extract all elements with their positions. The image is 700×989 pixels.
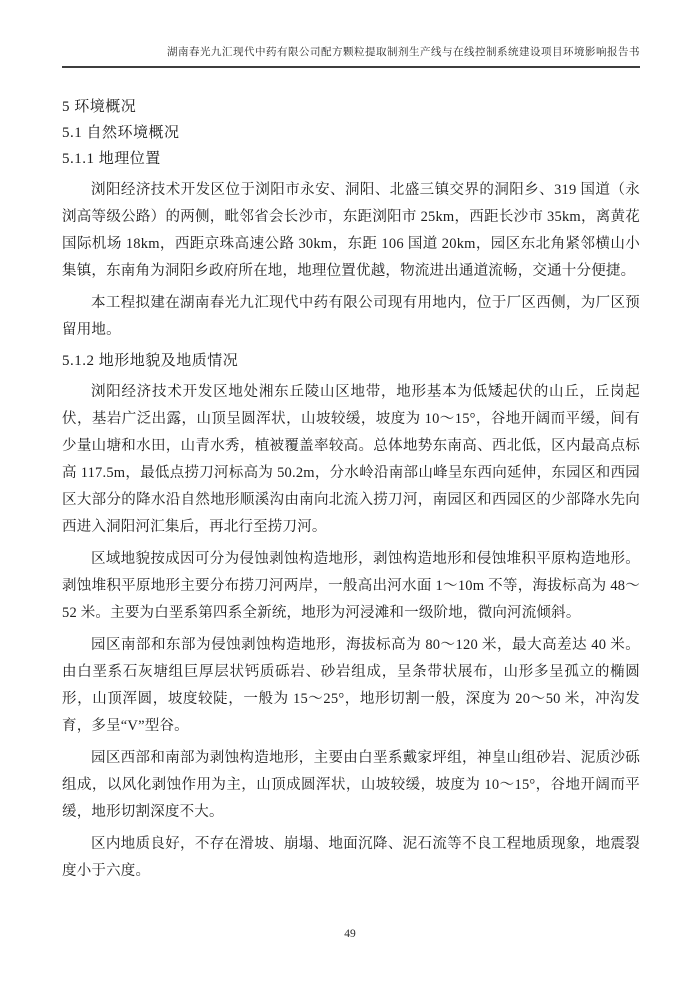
paragraph-south-east-terrain: 园区南部和东部为侵蚀剥蚀构造地形，海拔标高为 80～120 米，最大高差达 40 米。由白垩系石灰塘组巨厚层状钙质砾岩、砂岩组成，呈条带状展布，山形多呈孤立的椭圆形，山顶浑圆，坡度较陡，一般为 15～25°，地形切割一般，深度为 20～50 米，冲沟发育，多呈“V”型谷。 (62, 637, 640, 734)
heading-natural-environment-overview: 5.1 自然环境概况 (62, 125, 180, 141)
paragraph-geology-quality: 区内地质良好，不存在滑坡、崩塌、地面沉降、泥石流等不良工程地质现象，地震裂度小于六度。 (62, 836, 640, 879)
header-title: 湖南春光九汇现代中药有限公司配方颗粒提取制剂生产线与在线控制系统建设项目环境影响报告书 (167, 47, 640, 58)
paragraph-project-site: 本工程拟建在湖南春光九汇现代中药有限公司现有用地内，位于厂区西侧，为厂区预留用地。 (62, 295, 640, 338)
paragraph-terrain-general: 浏阳经济技术开发区地处湘东丘陵山区地带，地形基本为低矮起伏的山丘，丘岗起伏，基岩广泛出露，山顶呈圆浑状，山坡较缓，坡度为 10～15°，谷地开阔而平缓，间有少量山塘和水田，山青水秀，植被覆盖率较高。总体地势东南高、西北低，区内最高点标高 117.5m，最低点捞刀河标高为 50.2m，分水岭沿南部山峰呈东西向延伸，东园区和西园区大部分的降水沿自然地形顺溪沟由南向北流入捞刀河，南园区和西园区的少部降水先向西进入洞阳河汇集后，再北行至捞刀河。 (62, 384, 640, 535)
heading-environment-overview: 5 环境概况 (62, 99, 137, 115)
paragraph-west-south-terrain: 园区西部和南部为剥蚀构造地形，主要由白垩系戴家坪组，神皇山组砂岩、泥质沙砾组成，以风化剥蚀作用为主，山顶成圆浑状，山坡较缓，坡度为 10～15°，谷地开阔而平缓，地形切割深度不大。 (62, 750, 640, 820)
page-footer (0, 924, 700, 942)
paragraph-location-description: 浏阳经济技术开发区位于浏阳市永安、洞阳、北盛三镇交界的洞阳乡、319 国道（永浏高等级公路）的两侧，毗邻省会长沙市，东距浏阳市 25km，西距长沙市 35km，离黄花国际机场 18km，西距京珠高速公路 30km，东距 106 国道 20km，园区东北角紧邻横山小集镇，东南角为洞阳乡政府所在地，地理位置优越，物流进出通道流畅，交通十分便捷。 (62, 182, 640, 279)
heading-geographic-location: 5.1.1 地理位置 (62, 151, 161, 167)
page-number: 49 (344, 928, 356, 940)
document-body (62, 92, 640, 890)
heading-terrain-geology: 5.1.2 地形地貌及地质情况 (62, 353, 239, 369)
page-header (62, 0, 640, 68)
paragraph-landform-classification: 区域地貌按成因可分为侵蚀剥蚀构造地形，剥蚀构造地形和侵蚀堆积平原构造地形。剥蚀堆积平原地形主要分布捞刀河两岸，一般高出河水面 1～10m 不等，海拔标高为 48～52 米。主要为白垩系第四系全新统，地形为河浸滩和一级阶地，微向河流倾斜。 (62, 551, 640, 621)
